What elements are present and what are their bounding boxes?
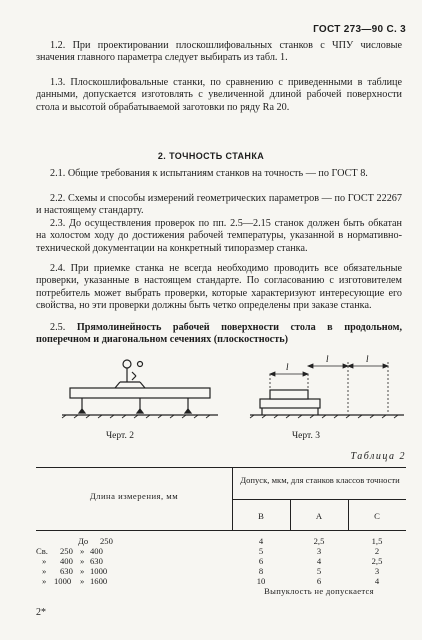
row-to-marker: » [80, 566, 85, 576]
paragraph-1-3: 1.3. Плоскошлифовальные станки, по сравнению с приведенными в таблице данными, допускается изготовлять с увеличенной длиной рабочей поверхности стола и высотой обрабатываемой заготовки по ряду Ra 20. [36, 77, 402, 113]
cell-b: 5 [258, 546, 264, 556]
table-row [36, 556, 406, 566]
table-row [36, 536, 406, 546]
class-header-c: С [374, 511, 380, 521]
row-to: 400 [90, 546, 103, 556]
figure-3-drawing [248, 352, 408, 424]
cell-c: 2,5 [371, 556, 383, 566]
fig3-label-l-3: l [366, 354, 369, 364]
fig3-label-l-1: l [286, 362, 289, 372]
row-prefix: » [42, 576, 47, 586]
paragraph-2-2: 2.2. Схемы и способы измерений геометрических параметров — по ГОСТ 22267 и настоящему стандарту. [36, 193, 402, 217]
cell-a: 5 [316, 566, 322, 576]
cell-c: 4 [374, 576, 380, 586]
table-row [36, 576, 406, 586]
paragraph-2-5 [36, 322, 402, 347]
paragraph-2-4: 2.4. При приемке станка не всегда необходимо проводить все обязательные проверки, указанные в настоящем стандарте. По согласованию с изготовителем потребитель может выбрать проверки, которые характеризуют интересующие его свойства, но эти проверки должны быть четко определены при заказе станка. [36, 263, 402, 311]
paragraph-2-1: 2.1. Общие требования к испытаниям станков на точность — по ГОСТ 8. [50, 168, 368, 179]
figure-2-drawing [60, 352, 220, 424]
row-to: 1600 [90, 576, 108, 586]
table-row [36, 566, 406, 576]
paragraph-2-5-number: 2.5. [50, 322, 66, 333]
row-from: 400 [60, 556, 73, 566]
row-to-marker: » [80, 556, 85, 566]
cell-c: 3 [374, 566, 380, 576]
class-header-a: А [315, 511, 323, 521]
row-from: До [78, 536, 89, 546]
cell-c: 2 [374, 546, 380, 556]
cell-b: 4 [258, 536, 264, 546]
row-to: 630 [90, 556, 103, 566]
row-prefix: » [42, 566, 47, 576]
row-to-marker: » [80, 576, 85, 586]
row-to: 1000 [90, 566, 108, 576]
col-header-length: Длина измерения, мм [89, 491, 179, 501]
class-header-b: В [258, 511, 264, 521]
paragraph-2-5-title: Прямолинейность рабочей поверхности стола в продольном, поперечном и диагональном сечениях (плоскостность) [36, 322, 403, 346]
page-header: ГОСТ 273—90 С. 3 [313, 24, 406, 35]
section-title: 2. ТОЧНОСТЬ СТАНКА [157, 151, 265, 161]
cell-a: 6 [316, 576, 322, 586]
row-prefix: » [42, 556, 47, 566]
table-title: Таблица 2 [350, 451, 406, 462]
cell-b: 6 [258, 556, 264, 566]
cell-a: 2,5 [313, 536, 325, 546]
row-to: 250 [100, 536, 113, 546]
cell-c: 1,5 [371, 536, 383, 546]
row-to-marker: » [80, 546, 85, 556]
fig3-label-l-2: l [326, 354, 329, 364]
row-from: 630 [60, 566, 73, 576]
table-note: Выпуклость не допускается [264, 586, 374, 596]
figure-3-caption: Черт. 3 [292, 431, 320, 441]
row-from: 250 [60, 546, 73, 556]
cell-b: 8 [258, 566, 264, 576]
col-group-header-tolerance: Допуск, мкм, для станков классов точности [240, 475, 400, 485]
figure-2-caption: Черт. 2 [106, 431, 134, 441]
footer-mark: 2* [36, 607, 46, 618]
paragraph-2-3: 2.3. До осуществления проверок по пп. 2.5—2.15 станок должен быть обкатан на холостом ходу до достижения рабочей температуры, указанной в нормативно-технической документации на конкретный типоразмер станка. [36, 218, 402, 254]
table-row [36, 546, 406, 556]
cell-b: 10 [256, 576, 266, 586]
cell-a: 3 [316, 546, 322, 556]
cell-a: 4 [316, 556, 322, 566]
row-from: 1000 [54, 576, 72, 586]
row-prefix: Св. [36, 546, 48, 556]
paragraph-1-2: 1.2. При проектировании плоскошлифовальных станков с ЧПУ числовые значения главного параметра следует выбирать из табл. 1. [36, 40, 402, 64]
